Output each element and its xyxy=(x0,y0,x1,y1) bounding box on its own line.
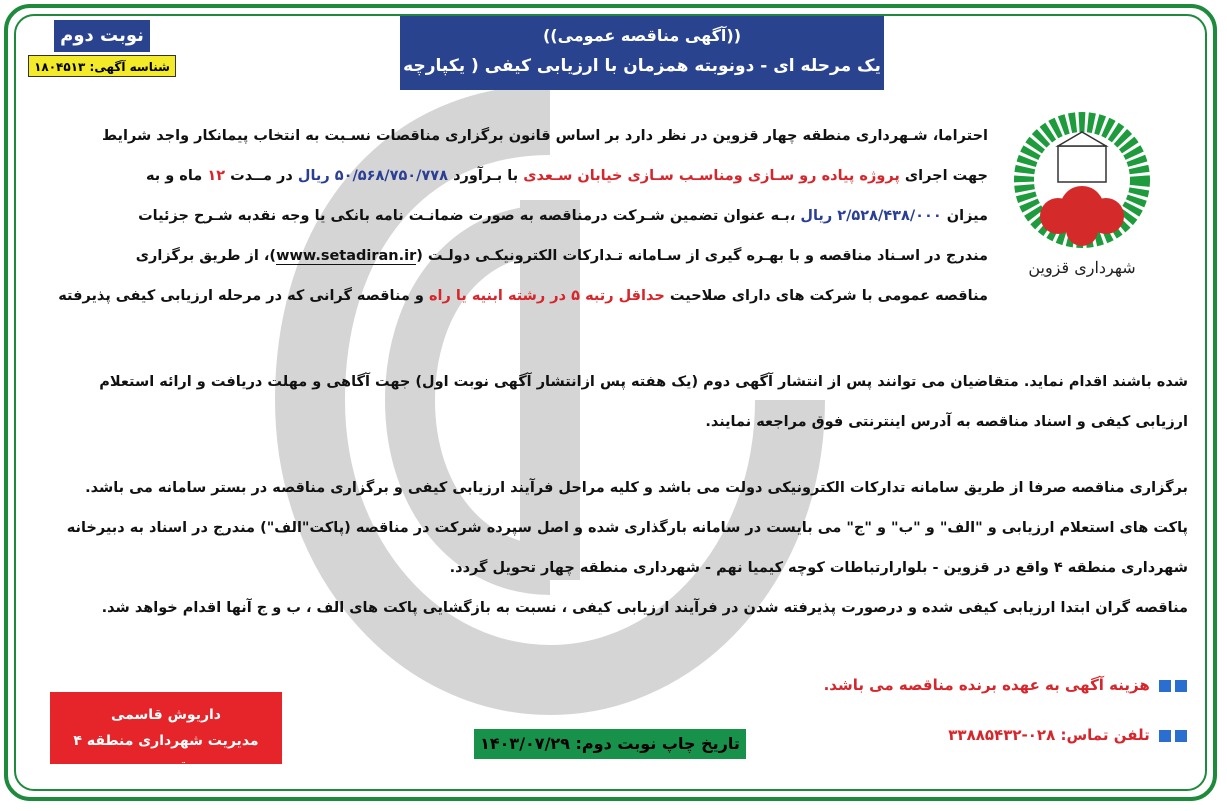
min-grade-requirement: حداقل رتبه ۵ در رشته ابنیه یا راه xyxy=(428,288,665,304)
p3-line-2: پاکت های استعلام ارزیابی و "الف" و "ب" و "ج" می بایست در سامانه بارگذاری شده و اصل سپرده شرکت در مناقصه (پاکت"الف") مندرج در اسناد به دبیرخانه xyxy=(66,520,1188,536)
p1-l3-text-b: ،بـه عنوان تضمین شـرکت درمناقصه به صورت ضمانـت نامه بانکی یا وجه نقدبه شـرح جزئیات xyxy=(138,208,796,224)
p1-line-1: احتراما، شـهرداری منطقه چهار قزوین در نظر دارد بر اساس قانون برگزاری مناقصات نسـبت به انتخاب پیمانکار واجد شرایط xyxy=(102,128,988,144)
p1-line-5 xyxy=(40,276,988,316)
header-title: ((آگهی مناقصه عمومی)) xyxy=(542,26,742,45)
header-subtitle: یک مرحله ای - دونوبته همزمان با ارزیابی کیفی ( یکپارچه ) xyxy=(403,56,881,108)
p1-l2-text-b: با بـرآورد xyxy=(453,168,519,184)
paragraph-2 xyxy=(40,362,1188,442)
contact-phone xyxy=(948,726,1187,744)
p3-line-3: شهرداری منطقه ۴ واقع در قزوین - بلوارارتباطات کوچه کیمیا نهم - شهرداری منطقه چهار تحویل گردد. xyxy=(449,560,1188,576)
p1-line-2 xyxy=(40,156,988,196)
signer-name: داریوش قاسمی xyxy=(110,707,221,723)
bullet-square-icon xyxy=(1159,680,1171,692)
paragraph-1 xyxy=(40,116,988,316)
p2-line-2: ارزیابی کیفی و اسناد مناقصه به آدرس اینترنتی فوق مراجعه نمایند. xyxy=(705,414,1188,430)
p1-l2-text-a: جهت اجرای xyxy=(904,168,988,184)
bullet-square-icon xyxy=(1175,680,1187,692)
p2-line-1: شده باشند اقدام نماید. متقاضیان می توانند پس از انتشار آگهی دوم (یک هفته پس ازانتشار آگهی نوبت اول) جهت آگاهی و مهلت دریافت و ارائه استعلام xyxy=(99,374,1188,390)
p1-l5-text-b: و مناقصه گرانی که در مرحله ارزیابی کیفی پذیرفته xyxy=(58,288,424,304)
p1-line-3 xyxy=(40,196,988,236)
p1-line-4 xyxy=(40,236,988,276)
estimate-amount: ۵۰/۵۶۸/۷۵۰/۷۷۸ ریال xyxy=(297,168,448,184)
p1-l2-text-c: در مــدت xyxy=(230,168,293,184)
phone-label: تلفن تماس: xyxy=(1060,726,1150,744)
project-name: پروژه پیاده رو سـازی ومناسـب سـازی خیابان سـعدی xyxy=(523,168,900,184)
print-date: تاریخ چاپ نوبت دوم: ۱۴۰۳/۰۷/۲۹ xyxy=(474,729,746,759)
signer-title: مدیریت شهرداری منطقه ۴ قزوین xyxy=(73,733,259,775)
paragraph-3 xyxy=(40,468,1188,628)
notice-header xyxy=(400,16,884,108)
bullet-square-icon xyxy=(1175,730,1187,742)
p1-l3-text-a: میزان xyxy=(946,208,988,224)
signature-box xyxy=(50,692,282,775)
p3-line-4: مناقصه گران ابتدا ارزیابی کیفی شده و درصورت پذیرفته شدن در فرآیند ارزیابی کیفی ، نسبت به بازگشایی پاکت های الف ، ب و ج آنها اقدام خواهد شد. xyxy=(101,600,1188,616)
cost-note-text: هزینه آگهی به عهده برنده مناقصه می باشد. xyxy=(823,676,1150,694)
p3-line-1: برگزاری مناقصه صرفا از طریق سامانه تدارکات الکترونیکی دولت می باشد و کلیه مراحل فرآیند ارزیابی کیفی و برگزاری مناقصه در بستر سامانه می باشد. xyxy=(85,480,1188,496)
p1-l4-text-a: مندرج در اسـناد مناقصه و با بهـره گیری از سـامانه تـدارکات الکترونیکـی دولـت ( xyxy=(416,248,988,264)
logo-caption: شهرداری قزوین xyxy=(1028,258,1136,277)
cost-note xyxy=(824,676,1187,694)
p1-l4-text-b: )، از طریق برگزاری xyxy=(135,248,277,264)
ad-id-badge: شناسه آگهی: ۱۸۰۴۵۱۳ xyxy=(28,55,176,77)
phone-number: ۰۲۸-۳۳۸۸۵۴۳۲ xyxy=(948,726,1056,744)
p1-l5-text-a: مناقصه عمومی با شرکت های دارای صلاحیت xyxy=(669,288,988,304)
setadiran-link[interactable]: www.setadiran.ir xyxy=(276,248,417,264)
p1-l2-text-d: ماه و به xyxy=(145,168,203,184)
logo-building xyxy=(1058,146,1106,182)
second-round-badge: نوبت دوم xyxy=(54,20,150,52)
guarantee-amount: ۲/۵۲۸/۴۳۸/۰۰۰ ریال xyxy=(800,208,942,224)
duration-months: ۱۲ xyxy=(207,168,226,184)
bullet-square-icon xyxy=(1159,730,1171,742)
